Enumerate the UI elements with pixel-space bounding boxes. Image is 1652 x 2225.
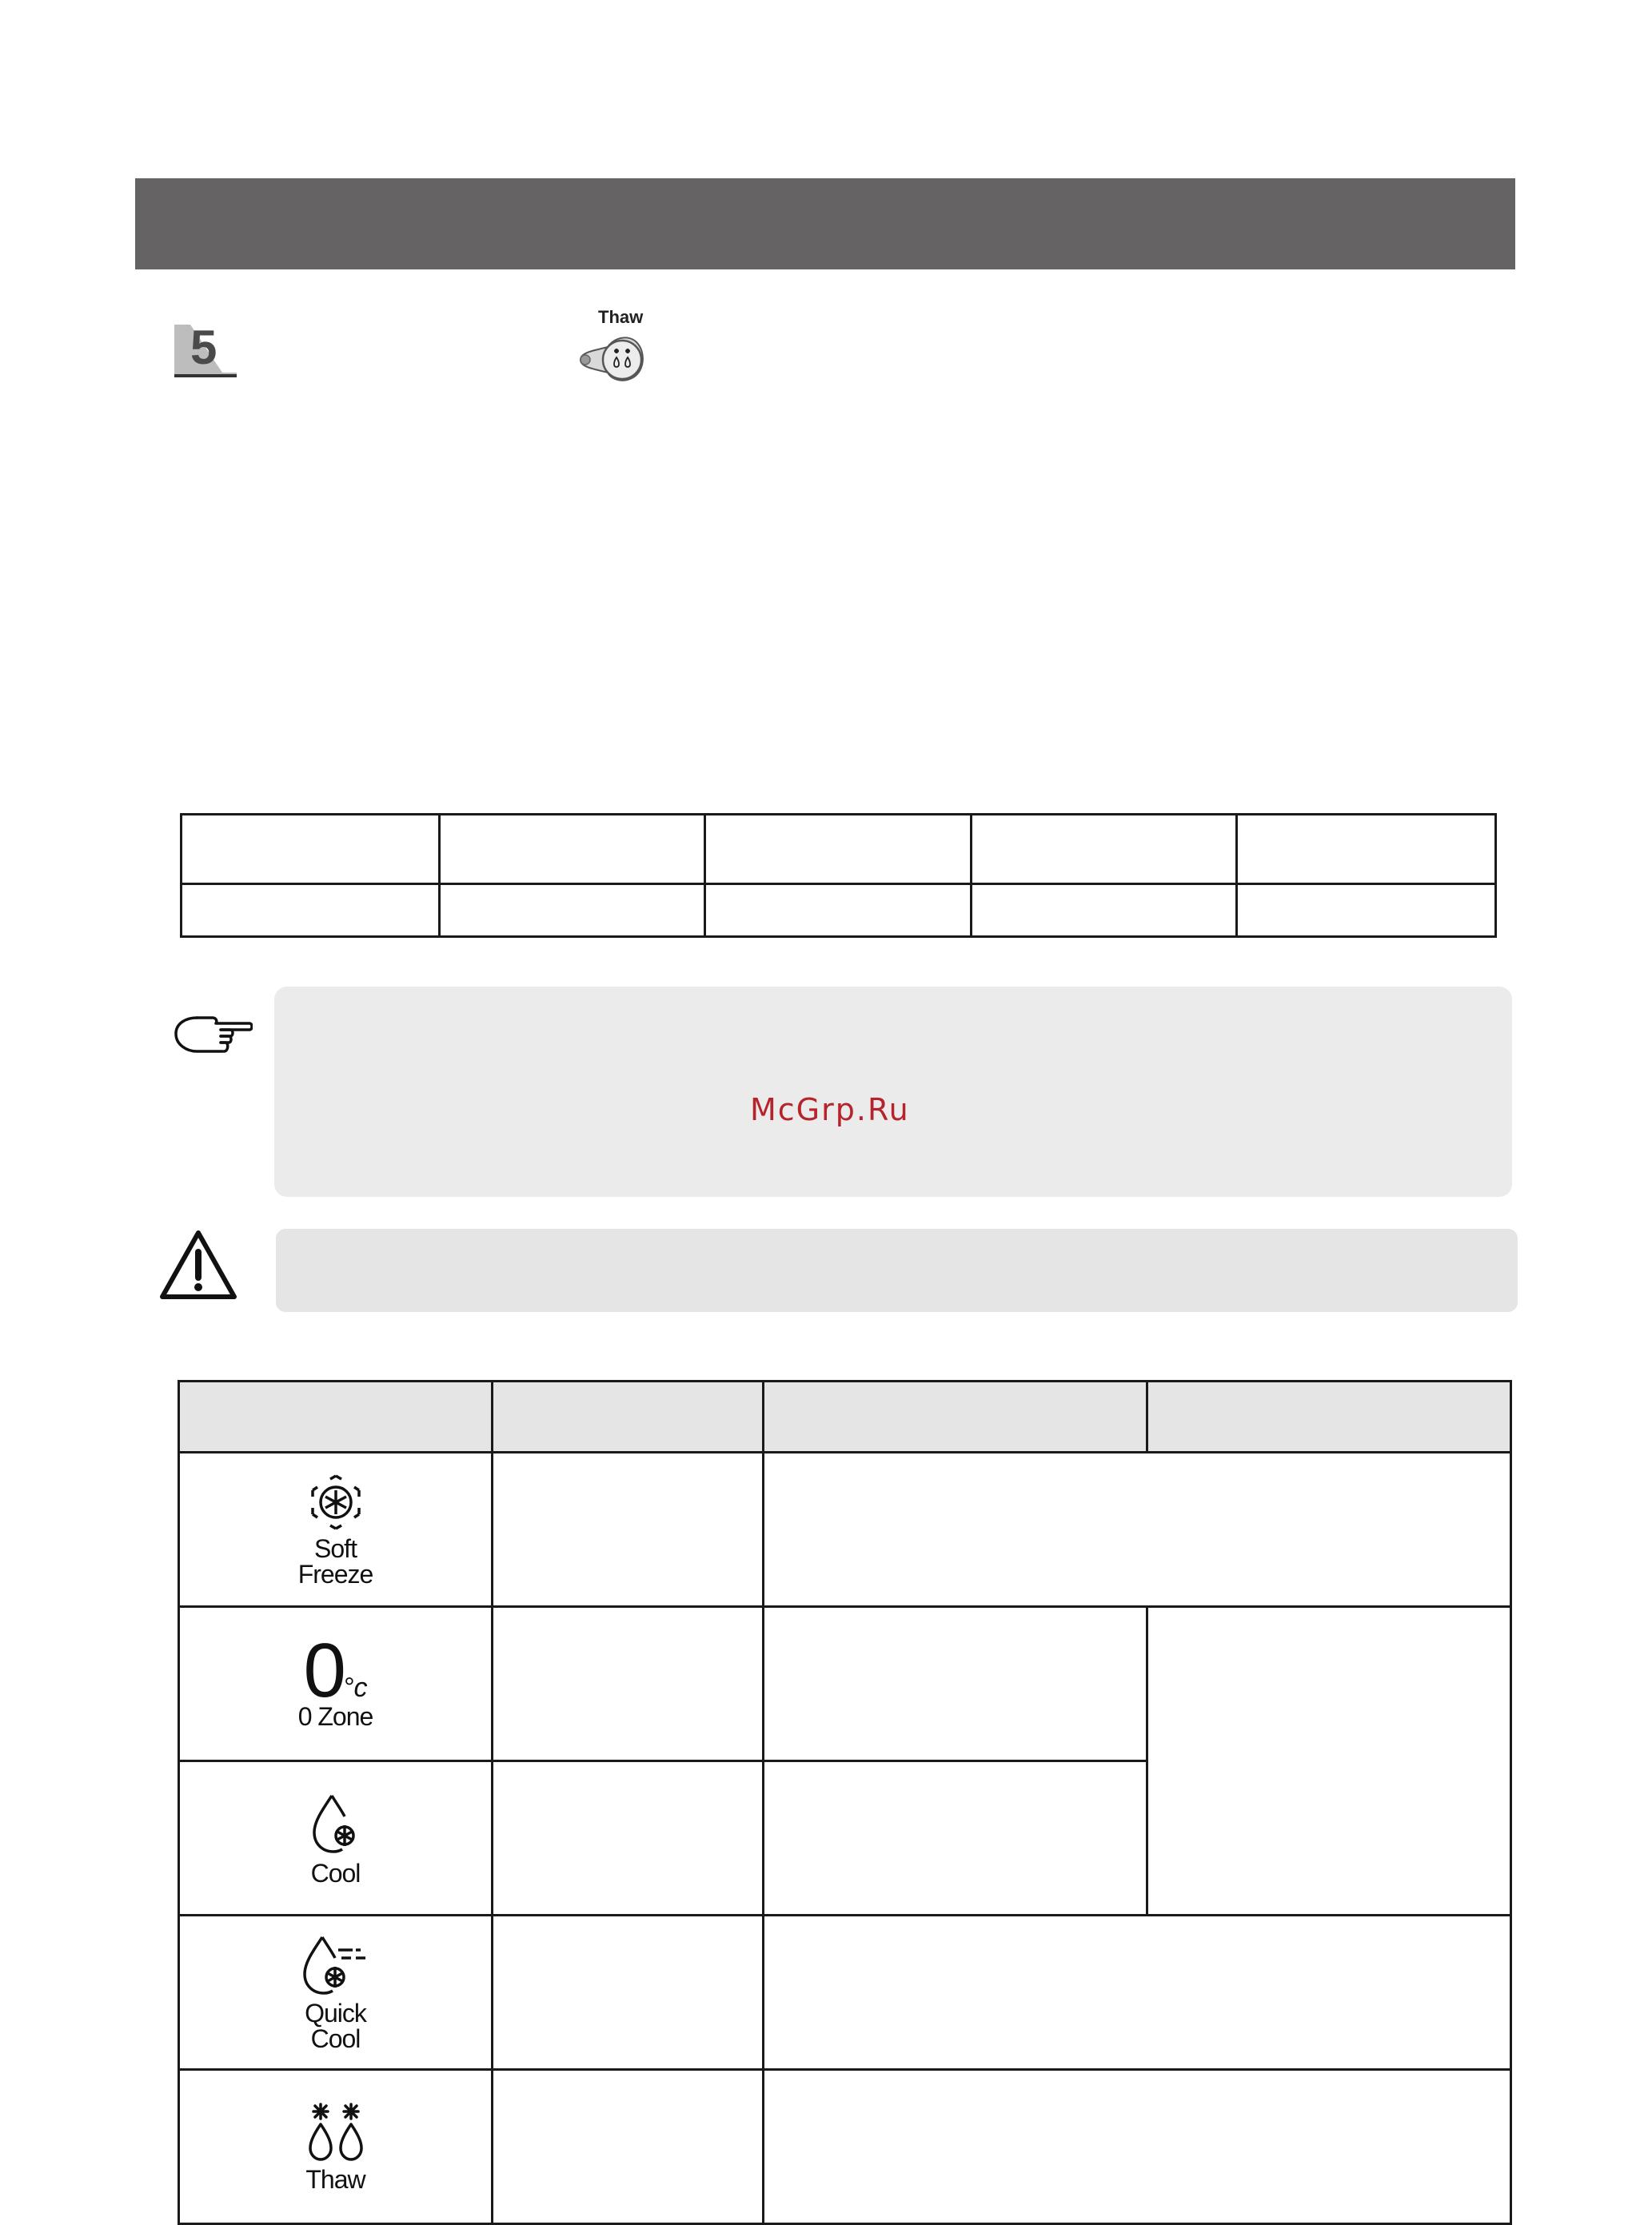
table-row	[179, 2070, 1511, 2224]
table-cell	[493, 1761, 764, 1916]
table-cell	[1237, 884, 1496, 937]
table-cell-merged	[1147, 1607, 1511, 1916]
mode-icon-cell	[179, 1916, 493, 2070]
zero-value: 0	[303, 1627, 343, 1713]
table-cell	[493, 1607, 764, 1761]
thaw-button	[573, 329, 646, 387]
table-cell	[440, 884, 705, 937]
table-cell	[764, 1607, 1147, 1761]
table-cell	[493, 2070, 764, 2224]
table-row	[179, 1453, 1511, 1607]
table-row	[179, 1607, 1511, 1761]
table-cell	[1237, 815, 1496, 884]
step-marker	[174, 321, 237, 379]
table-cell	[764, 1453, 1511, 1607]
quick-cool-icon	[300, 1934, 372, 1996]
mode-label: Freeze	[297, 1559, 373, 1589]
mode-label: Soft	[314, 1533, 357, 1563]
table-header-cell	[1147, 1382, 1511, 1453]
table-cell	[182, 884, 440, 937]
table-row	[179, 1916, 1511, 2070]
cool-icon	[308, 1791, 364, 1856]
table-header-cell	[764, 1382, 1147, 1453]
table-cell	[972, 884, 1237, 937]
table-cell	[440, 815, 705, 884]
table-header-cell	[493, 1382, 764, 1453]
mode-label: 0 Zone	[297, 1701, 373, 1731]
table-cell	[764, 1761, 1147, 1916]
summary-table	[180, 813, 1497, 938]
table-cell	[972, 815, 1237, 884]
mode-label: Cool	[310, 2024, 361, 2053]
table-cell	[764, 2070, 1511, 2224]
table-cell	[705, 815, 972, 884]
warning-triangle-icon	[158, 1228, 239, 1302]
thaw-button-label: Thaw	[598, 307, 644, 327]
mode-icon-cell	[179, 1607, 493, 1761]
warning-box	[276, 1229, 1518, 1312]
table-header-cell	[179, 1382, 493, 1453]
celsius-unit: °c	[342, 1672, 368, 1703]
soft-freeze-icon	[308, 1473, 364, 1532]
table-cell	[493, 1453, 764, 1607]
mode-label: Thaw	[305, 2164, 365, 2194]
table-cell	[493, 1916, 764, 2070]
table-cell	[182, 815, 440, 884]
section-header-bar	[135, 178, 1515, 269]
mode-label: Quick	[305, 1998, 366, 2028]
mode-icon-cell	[179, 1453, 493, 1607]
watermark-text: McGrp.Ru	[750, 1092, 910, 1127]
thaw-icon	[304, 2102, 368, 2163]
mode-icon-cell	[179, 2070, 493, 2224]
mode-label: Cool	[310, 1858, 361, 1888]
table-cell	[705, 884, 972, 937]
modes-table	[178, 1380, 1512, 2225]
table-cell	[764, 1916, 1511, 2070]
step-number: 5	[190, 321, 217, 374]
mode-icon-cell	[179, 1761, 493, 1916]
zero-celsius-icon	[180, 1627, 491, 1713]
pointing-hand-icon	[173, 1011, 253, 1056]
